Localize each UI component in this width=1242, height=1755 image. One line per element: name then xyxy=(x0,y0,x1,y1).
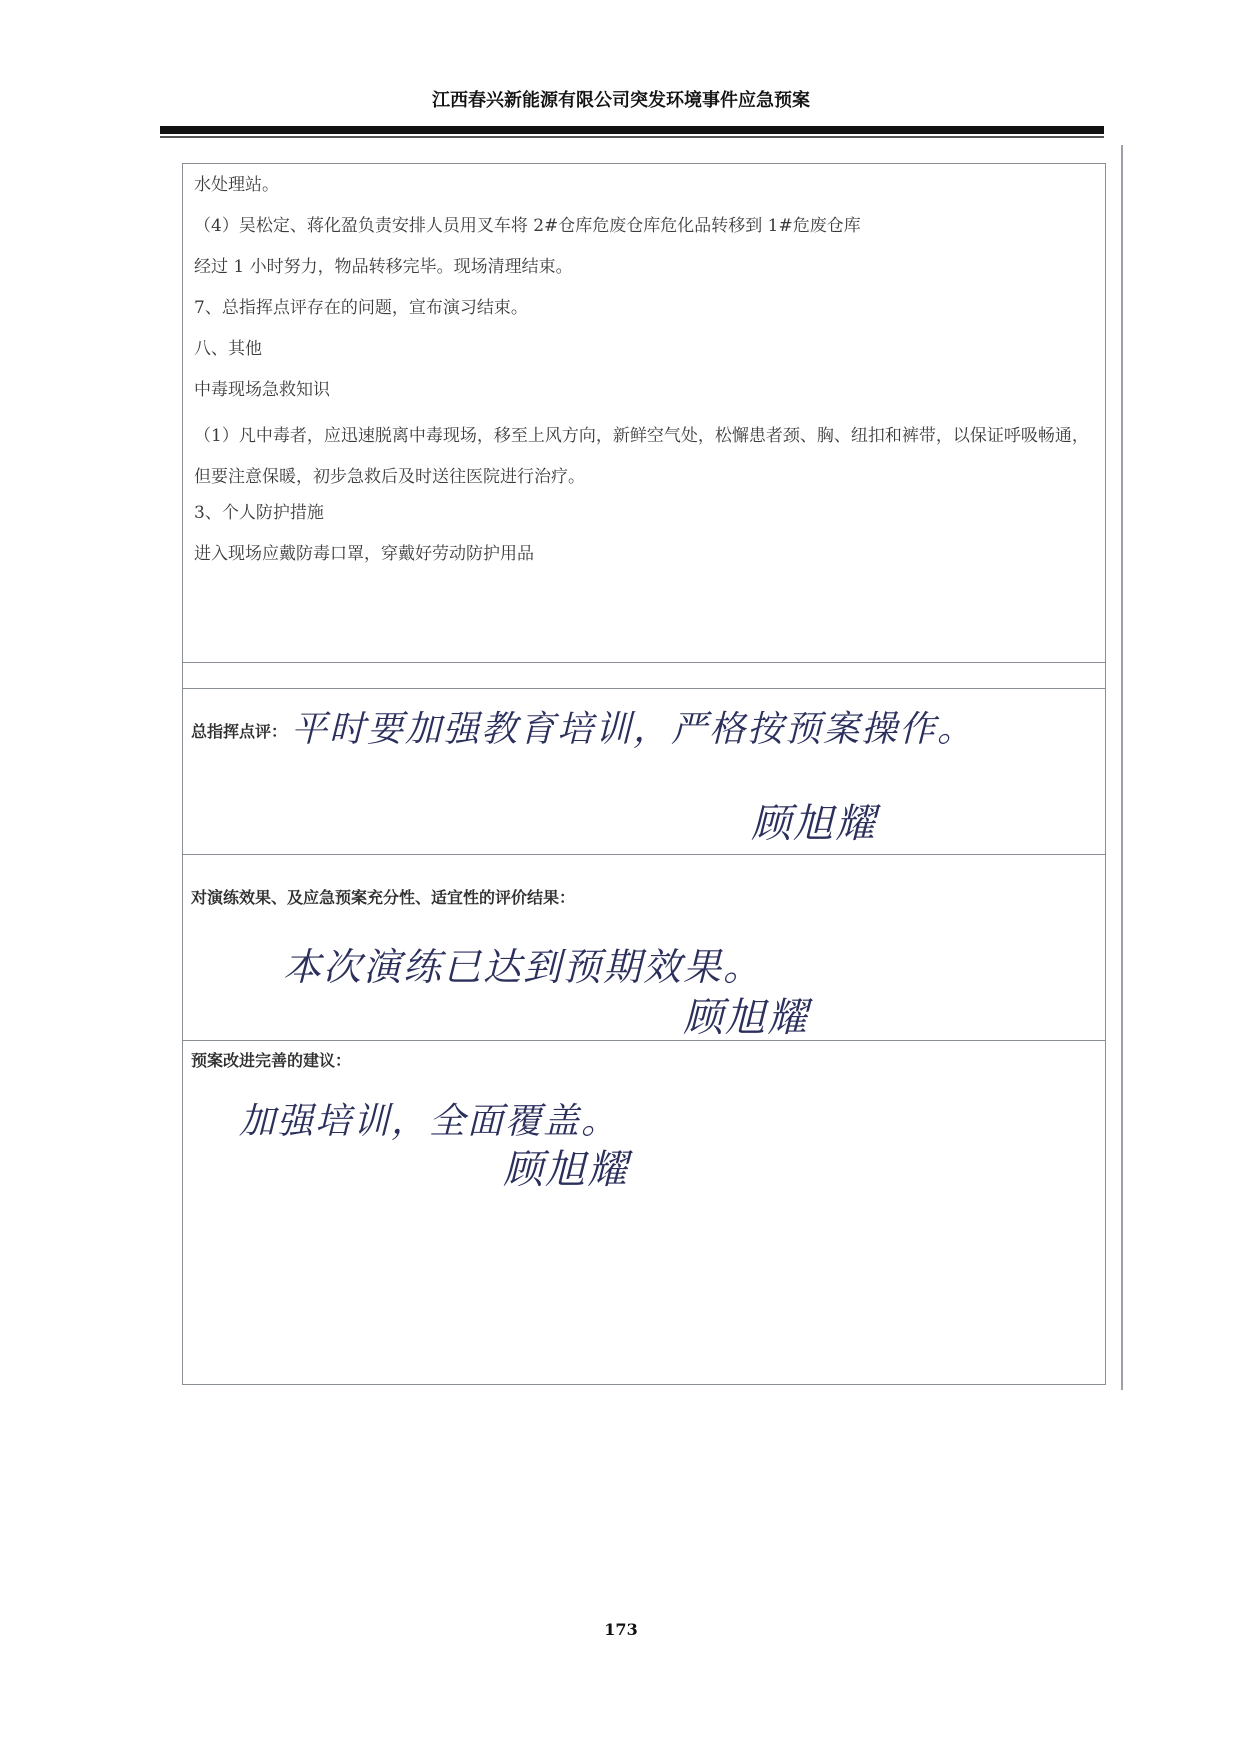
header-rule-thin xyxy=(160,136,1104,138)
commander-review-handwriting: 平时要加强教育培训，严格按预案操作。 xyxy=(291,709,976,750)
body-line: 八、其他 xyxy=(194,339,262,359)
drill-procedure-text xyxy=(194,170,1093,580)
drill-record-form xyxy=(182,163,1106,1385)
body-line: 中毒现场急救知识 xyxy=(194,380,330,400)
body-line: （1）凡中毒者，应迅速脱离中毒现场，移至上风方向，新鲜空气处，松懈患者颈、胸、纽扣和裤带，以保证呼吸畅通，但要注意保暖，初步急救后及时送往医院进行治疗。 xyxy=(194,426,1089,487)
body-line: 水处理站。 xyxy=(194,175,279,195)
body-line: 3、个人防护措施 xyxy=(194,503,324,523)
body-line: （4）吴松定、蒋化盈负责安排人员用叉车将 2#仓库危废仓库危化品转移到 1#危废仓库 xyxy=(194,216,861,236)
suggestions-label: 预案改进完善的建议： xyxy=(191,1051,352,1070)
suggestions-signature: 顾旭耀 xyxy=(503,1147,629,1193)
page-header-title: 江西春兴新能源有限公司突发环境事件应急预案 xyxy=(432,90,810,111)
commander-review-label: 总指挥点评： xyxy=(191,722,288,741)
table-divider xyxy=(183,1040,1105,1041)
body-line: 进入现场应戴防毒口罩，穿戴好劳动防护用品 xyxy=(194,544,534,564)
table-divider xyxy=(183,854,1105,855)
table-divider xyxy=(183,688,1105,689)
header-rule xyxy=(160,126,1104,134)
body-line: 7、总指挥点评存在的问题，宣布演习结束。 xyxy=(194,298,528,318)
table-divider xyxy=(183,662,1105,663)
evaluation-label: 对演练效果、及应急预案充分性、适宜性的评价结果： xyxy=(191,888,576,907)
commander-review-signature: 顾旭耀 xyxy=(751,801,877,847)
page-number: 173 xyxy=(604,1620,638,1639)
suggestions-handwriting: 加强培训，全面覆盖。 xyxy=(239,1101,620,1142)
page-edge-line xyxy=(1121,145,1123,1390)
body-line: 经过 1 小时努力，物品转移完毕。现场清理结束。 xyxy=(194,257,573,277)
evaluation-signature: 顾旭耀 xyxy=(683,995,809,1041)
evaluation-handwriting: 本次演练已达到预期效果。 xyxy=(283,945,764,989)
